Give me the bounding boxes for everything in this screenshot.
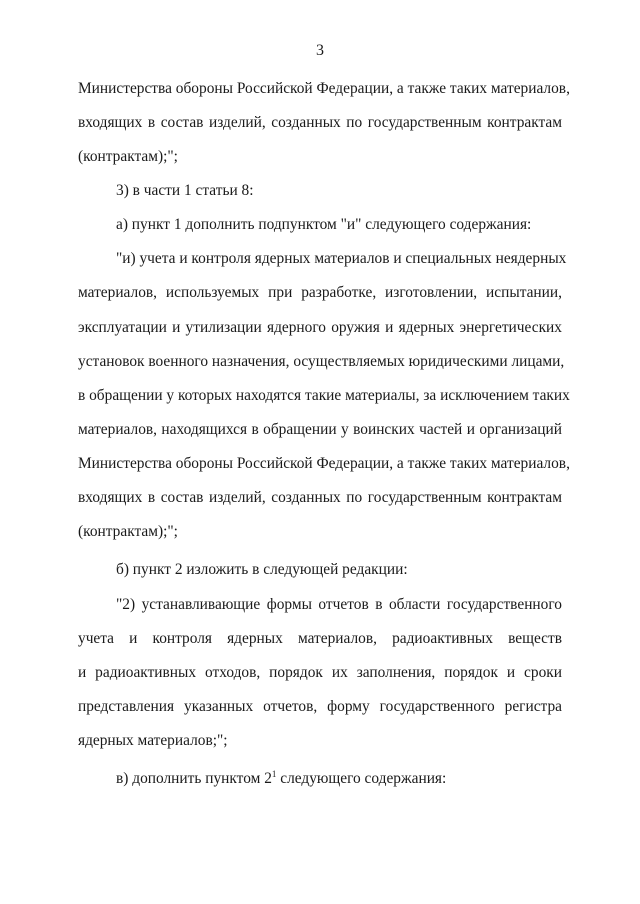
text-line: в обращении у которых находятся такие материалы, за исключением таких: [78, 387, 570, 404]
text-line: входящих в состав изделий, созданных по государственным контрактам: [78, 489, 562, 506]
text-line: материалов, используемых при разработке, изготовлении, испытании,: [78, 284, 562, 301]
text-line: Министерства обороны Российской Федерации, а также таких материалов,: [78, 80, 570, 97]
text-line: материалов, находящихся в обращении у воинских частей и организаций: [78, 421, 562, 438]
text-line: входящих в состав изделий, созданных по государственным контрактам: [78, 114, 562, 131]
text-line: представления указанных отчетов, форму государственного регистра: [78, 698, 562, 715]
text-line: (контрактам);";: [78, 523, 178, 540]
text-line: "и) учета и контроля ядерных материалов и специальных неядерных: [116, 250, 567, 267]
superscript: 1: [271, 768, 277, 779]
text-line: эксплуатации и утилизации ядерного оружия и ядерных энергетических: [78, 319, 562, 336]
text-fragment: следующего содержания:: [276, 770, 447, 787]
text-line: учета и контроля ядерных материалов, радиоактивных веществ: [78, 630, 562, 647]
text-line: 3) в части 1 статьи 8:: [116, 182, 254, 199]
text-line: установок военного назначения, осуществляемых юридическими лицами,: [78, 353, 565, 370]
text-line: б) пункт 2 изложить в следующей редакции:: [116, 561, 408, 578]
text-line: Министерства обороны Российской Федерации, а также таких материалов,: [78, 455, 570, 472]
page-number: 3: [316, 42, 324, 59]
text-line: "2) устанавливающие формы отчетов в области государственного: [116, 596, 562, 613]
text-fragment: в) дополнить пунктом 2: [116, 770, 272, 787]
text-line: (контрактам);";: [78, 148, 178, 165]
text-line: и радиоактивных отходов, порядок их заполнения, порядок и сроки: [78, 664, 562, 681]
text-line: а) пункт 1 дополнить подпунктом "и" следующего содержания:: [116, 216, 532, 233]
text-line: ядерных материалов;";: [78, 732, 228, 749]
text-line: [116, 770, 562, 788]
